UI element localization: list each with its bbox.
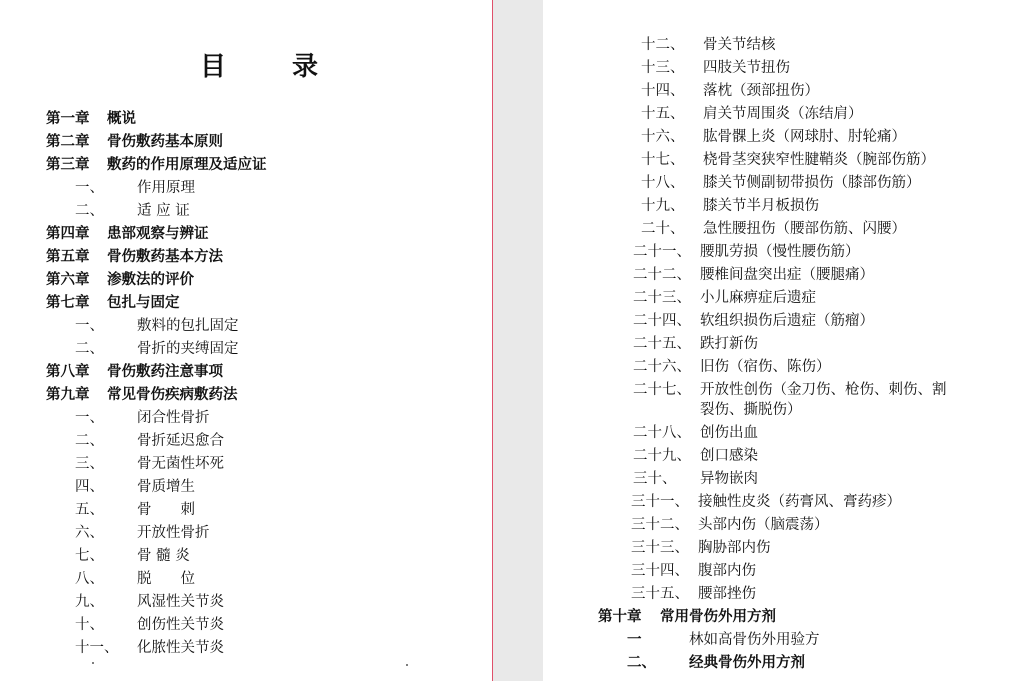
chapter-label: 第七章 bbox=[46, 294, 90, 311]
page-divider bbox=[492, 0, 543, 681]
section-title: 闭合性骨折 bbox=[137, 410, 210, 426]
section-title: 跌打新伤 bbox=[700, 336, 758, 352]
chapter-title: 常见骨伤疾病敷药法 bbox=[107, 386, 238, 403]
section-title: 骨质增生 bbox=[137, 479, 195, 495]
section-title: 经典骨伤外用方剂 bbox=[689, 654, 805, 671]
section-title: 肩关节周围炎（冻结肩） bbox=[703, 106, 863, 122]
section-label: 二、 bbox=[75, 341, 104, 357]
section-label: 三、 bbox=[75, 456, 104, 472]
section-title: 化脓性关节炎 bbox=[137, 640, 224, 656]
chapter-title: 骨伤敷药注意事项 bbox=[107, 363, 223, 380]
scan-speck bbox=[92, 662, 94, 664]
section-title: 腰肌劳损（慢性腰伤筋） bbox=[700, 244, 860, 260]
section-label: 三十四、 bbox=[631, 563, 689, 579]
section-label: 二、 bbox=[75, 203, 104, 219]
section-label: 二、 bbox=[627, 654, 656, 671]
section-title: 林如高骨伤外用验方 bbox=[689, 632, 820, 648]
section-label: 四、 bbox=[75, 479, 104, 495]
section-title: 胸胁部内伤 bbox=[698, 540, 771, 556]
section-label: 八、 bbox=[75, 571, 104, 587]
section-title: 四肢关节扭伤 bbox=[703, 60, 790, 76]
section-title: 膝关节侧副韧带损伤（膝部伤筋） bbox=[703, 175, 921, 191]
chapter-label: 第二章 bbox=[46, 133, 90, 150]
section-label: 二十四、 bbox=[633, 313, 691, 329]
section-label: 二十五、 bbox=[633, 336, 691, 352]
section-label: 十三、 bbox=[641, 60, 685, 76]
section-title: 腹部内伤 bbox=[698, 563, 756, 579]
section-title: 脱 位 bbox=[137, 571, 195, 587]
section-label: 十四、 bbox=[641, 83, 685, 99]
section-label: 二十二、 bbox=[633, 267, 691, 283]
section-title: 骨折延迟愈合 bbox=[137, 433, 224, 449]
section-label: 十八、 bbox=[641, 175, 685, 191]
chapter-label: 第四章 bbox=[46, 225, 90, 242]
chapter-title: 骨伤敷药基本方法 bbox=[107, 248, 223, 265]
section-label: 十九、 bbox=[641, 198, 685, 214]
section-title: 小儿麻痹症后遗症 bbox=[700, 290, 816, 306]
section-label: 十五、 bbox=[641, 106, 685, 122]
section-title: 骨 刺 bbox=[137, 502, 195, 518]
section-title: 膝关节半月板损伤 bbox=[703, 198, 819, 214]
section-title: 落枕（颈部扭伤） bbox=[703, 83, 819, 99]
section-label: 二十七、 bbox=[633, 382, 691, 398]
section-label: 三十五、 bbox=[631, 586, 689, 602]
chapter-label: 第六章 bbox=[46, 271, 90, 288]
section-label: 二十六、 bbox=[633, 359, 691, 375]
section-label: 三十一、 bbox=[631, 494, 689, 510]
section-title: 开放性创伤（金刀伤、枪伤、刺伤、割 bbox=[700, 382, 947, 398]
section-label: 二十、 bbox=[641, 221, 685, 237]
section-title: 骨关节结核 bbox=[703, 37, 776, 53]
section-label: 一、 bbox=[75, 318, 104, 334]
section-title: 骨折的夹缚固定 bbox=[137, 341, 239, 357]
chapter-label: 第五章 bbox=[46, 248, 90, 265]
chapter-title: 敷药的作用原理及适应证 bbox=[107, 156, 267, 173]
section-title: 头部内伤（脑震荡） bbox=[698, 517, 829, 533]
chapter-label: 第十章 bbox=[598, 608, 642, 625]
chapter-title: 患部观察与辨证 bbox=[107, 225, 209, 242]
section-title: 腰椎间盘突出症（腰腿痛） bbox=[700, 267, 874, 283]
section-title: 软组织损伤后遗症（筋瘤） bbox=[700, 313, 874, 329]
chapter-title: 包扎与固定 bbox=[107, 294, 180, 311]
section-label: 六、 bbox=[75, 525, 104, 541]
section-title: 敷料的包扎固定 bbox=[137, 318, 239, 334]
section-label: 一、 bbox=[75, 410, 104, 426]
section-title-continued: 裂伤、撕脱伤） bbox=[700, 402, 802, 418]
section-label: 十、 bbox=[75, 617, 104, 633]
section-title: 骨 髓 炎 bbox=[137, 548, 190, 564]
chapter-label: 第九章 bbox=[46, 386, 90, 403]
scan-speck bbox=[406, 664, 408, 666]
section-label: 二、 bbox=[75, 433, 104, 449]
chapter-title: 概说 bbox=[107, 110, 136, 127]
section-title: 肱骨髁上炎（网球肘、肘轮痛） bbox=[703, 129, 906, 145]
section-label: 一、 bbox=[75, 180, 104, 196]
toc-title bbox=[200, 46, 318, 83]
chapter-label: 第八章 bbox=[46, 363, 90, 380]
section-label: 三十三、 bbox=[631, 540, 689, 556]
section-title: 创口感染 bbox=[700, 448, 758, 464]
chapter-label: 第三章 bbox=[46, 156, 90, 173]
left-page bbox=[0, 0, 492, 681]
section-label: 七、 bbox=[75, 548, 104, 564]
section-title: 创伤性关节炎 bbox=[137, 617, 224, 633]
section-title: 腰部挫伤 bbox=[698, 586, 756, 602]
section-label: 十六、 bbox=[641, 129, 685, 145]
right-page bbox=[543, 0, 1024, 681]
section-label: 十七、 bbox=[641, 152, 685, 168]
section-label: 二十三、 bbox=[633, 290, 691, 306]
chapter-title: 骨伤敷药基本原则 bbox=[107, 133, 223, 150]
section-title: 作用原理 bbox=[137, 180, 195, 196]
section-title: 异物嵌肉 bbox=[700, 471, 758, 487]
chapter-label: 第一章 bbox=[46, 110, 90, 127]
section-label: 三十二、 bbox=[631, 517, 689, 533]
toc-title-char: 目 bbox=[200, 52, 227, 82]
section-label: 二十九、 bbox=[633, 448, 691, 464]
chapter-title: 渗敷法的评价 bbox=[107, 271, 194, 288]
section-label: 一 bbox=[627, 631, 642, 648]
section-title: 骨无菌性坏死 bbox=[137, 456, 224, 472]
section-label: 九、 bbox=[75, 594, 104, 610]
toc-title-char: 录 bbox=[291, 52, 318, 82]
section-title: 适 应 证 bbox=[137, 203, 190, 219]
section-label: 五、 bbox=[75, 502, 104, 518]
section-title: 接触性皮炎（药膏风、膏药疹） bbox=[698, 494, 901, 510]
section-title: 旧伤（宿伤、陈伤） bbox=[700, 359, 831, 375]
section-title: 桡骨茎突狭窄性腱鞘炎（腕部伤筋） bbox=[703, 152, 935, 168]
section-label: 十二、 bbox=[641, 37, 685, 53]
section-title: 创伤出血 bbox=[700, 425, 758, 441]
section-label: 十一、 bbox=[75, 640, 119, 656]
section-label: 二十八、 bbox=[633, 425, 691, 441]
chapter-title: 常用骨伤外用方剂 bbox=[660, 608, 776, 625]
section-label: 三十、 bbox=[633, 471, 677, 487]
section-title: 风湿性关节炎 bbox=[137, 594, 224, 610]
section-label: 二十一、 bbox=[633, 244, 691, 260]
section-title: 开放性骨折 bbox=[137, 525, 210, 541]
section-title: 急性腰扭伤（腰部伤筋、闪腰） bbox=[703, 221, 906, 237]
